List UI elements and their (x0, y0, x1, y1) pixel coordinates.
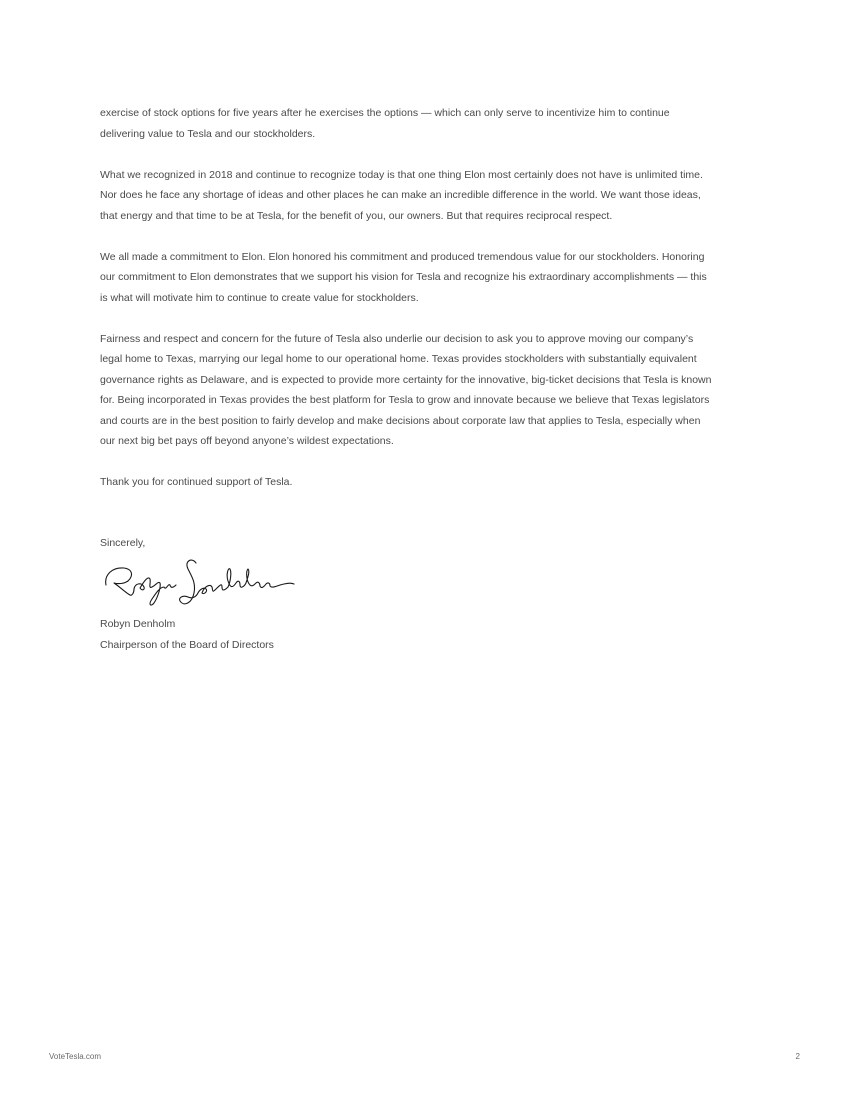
footer-page-number: 2 (795, 1052, 800, 1061)
paragraph-options: exercise of stock options for five years after he exercises the options — which can only serve to incentivize him to continue delivering value to Tesla and our stockholders. (100, 107, 670, 140)
paragraph-texas: Fairness and respect and concern for the future of Tesla also underlie our decision to ask you to approve moving our company’s legal home to Texas, marrying our legal home to our operational home. Texas provides stockholders with substantially equivalent governance rights as Delaware, and is expected to provide more certainty for the innovative, big-ticket decisions that Tesla is known for. Being incorporated in Texas provides the best platform for Tesla to grow and innovate because we believe that Texas legislators and courts are in the best position to fairly develop and make decisions about corporate law that applies to Tesla, especially when our next big bet pays off beyond anyone’s wildest expectations. (100, 332, 712, 447)
paragraph-commitment: We all made a commitment to Elon. Elon honored his commitment and produced tremendous value for our stockholders. Honoring our commitment to Elon demonstrates that we support his vision for Tesla and recognize his extraordinary accomplishments — this is what will motivate him to continue to create value for stockholders. (100, 250, 707, 304)
handwritten-signature (98, 553, 298, 613)
letter-body (100, 103, 760, 513)
paragraph-time: What we recognized in 2018 and continue to recognize today is that one thing Elon most certainly does not have is unlimited time. Nor does he face any shortage of ideas and other places he can make an incredible difference in the world. We want those ideas, that energy and that time to be at Tesla, for the benefit of you, our owners. But that requires reciprocal respect. (100, 168, 703, 222)
footer-website: VoteTesla.com (49, 1052, 102, 1061)
signer-title: Chairperson of the Board of Directors (100, 639, 274, 651)
paragraph-thanks: Thank you for continued support of Tesla. (100, 476, 293, 488)
letter-closing: Sincerely, (100, 537, 146, 549)
signer-name: Robyn Denholm (100, 618, 176, 630)
